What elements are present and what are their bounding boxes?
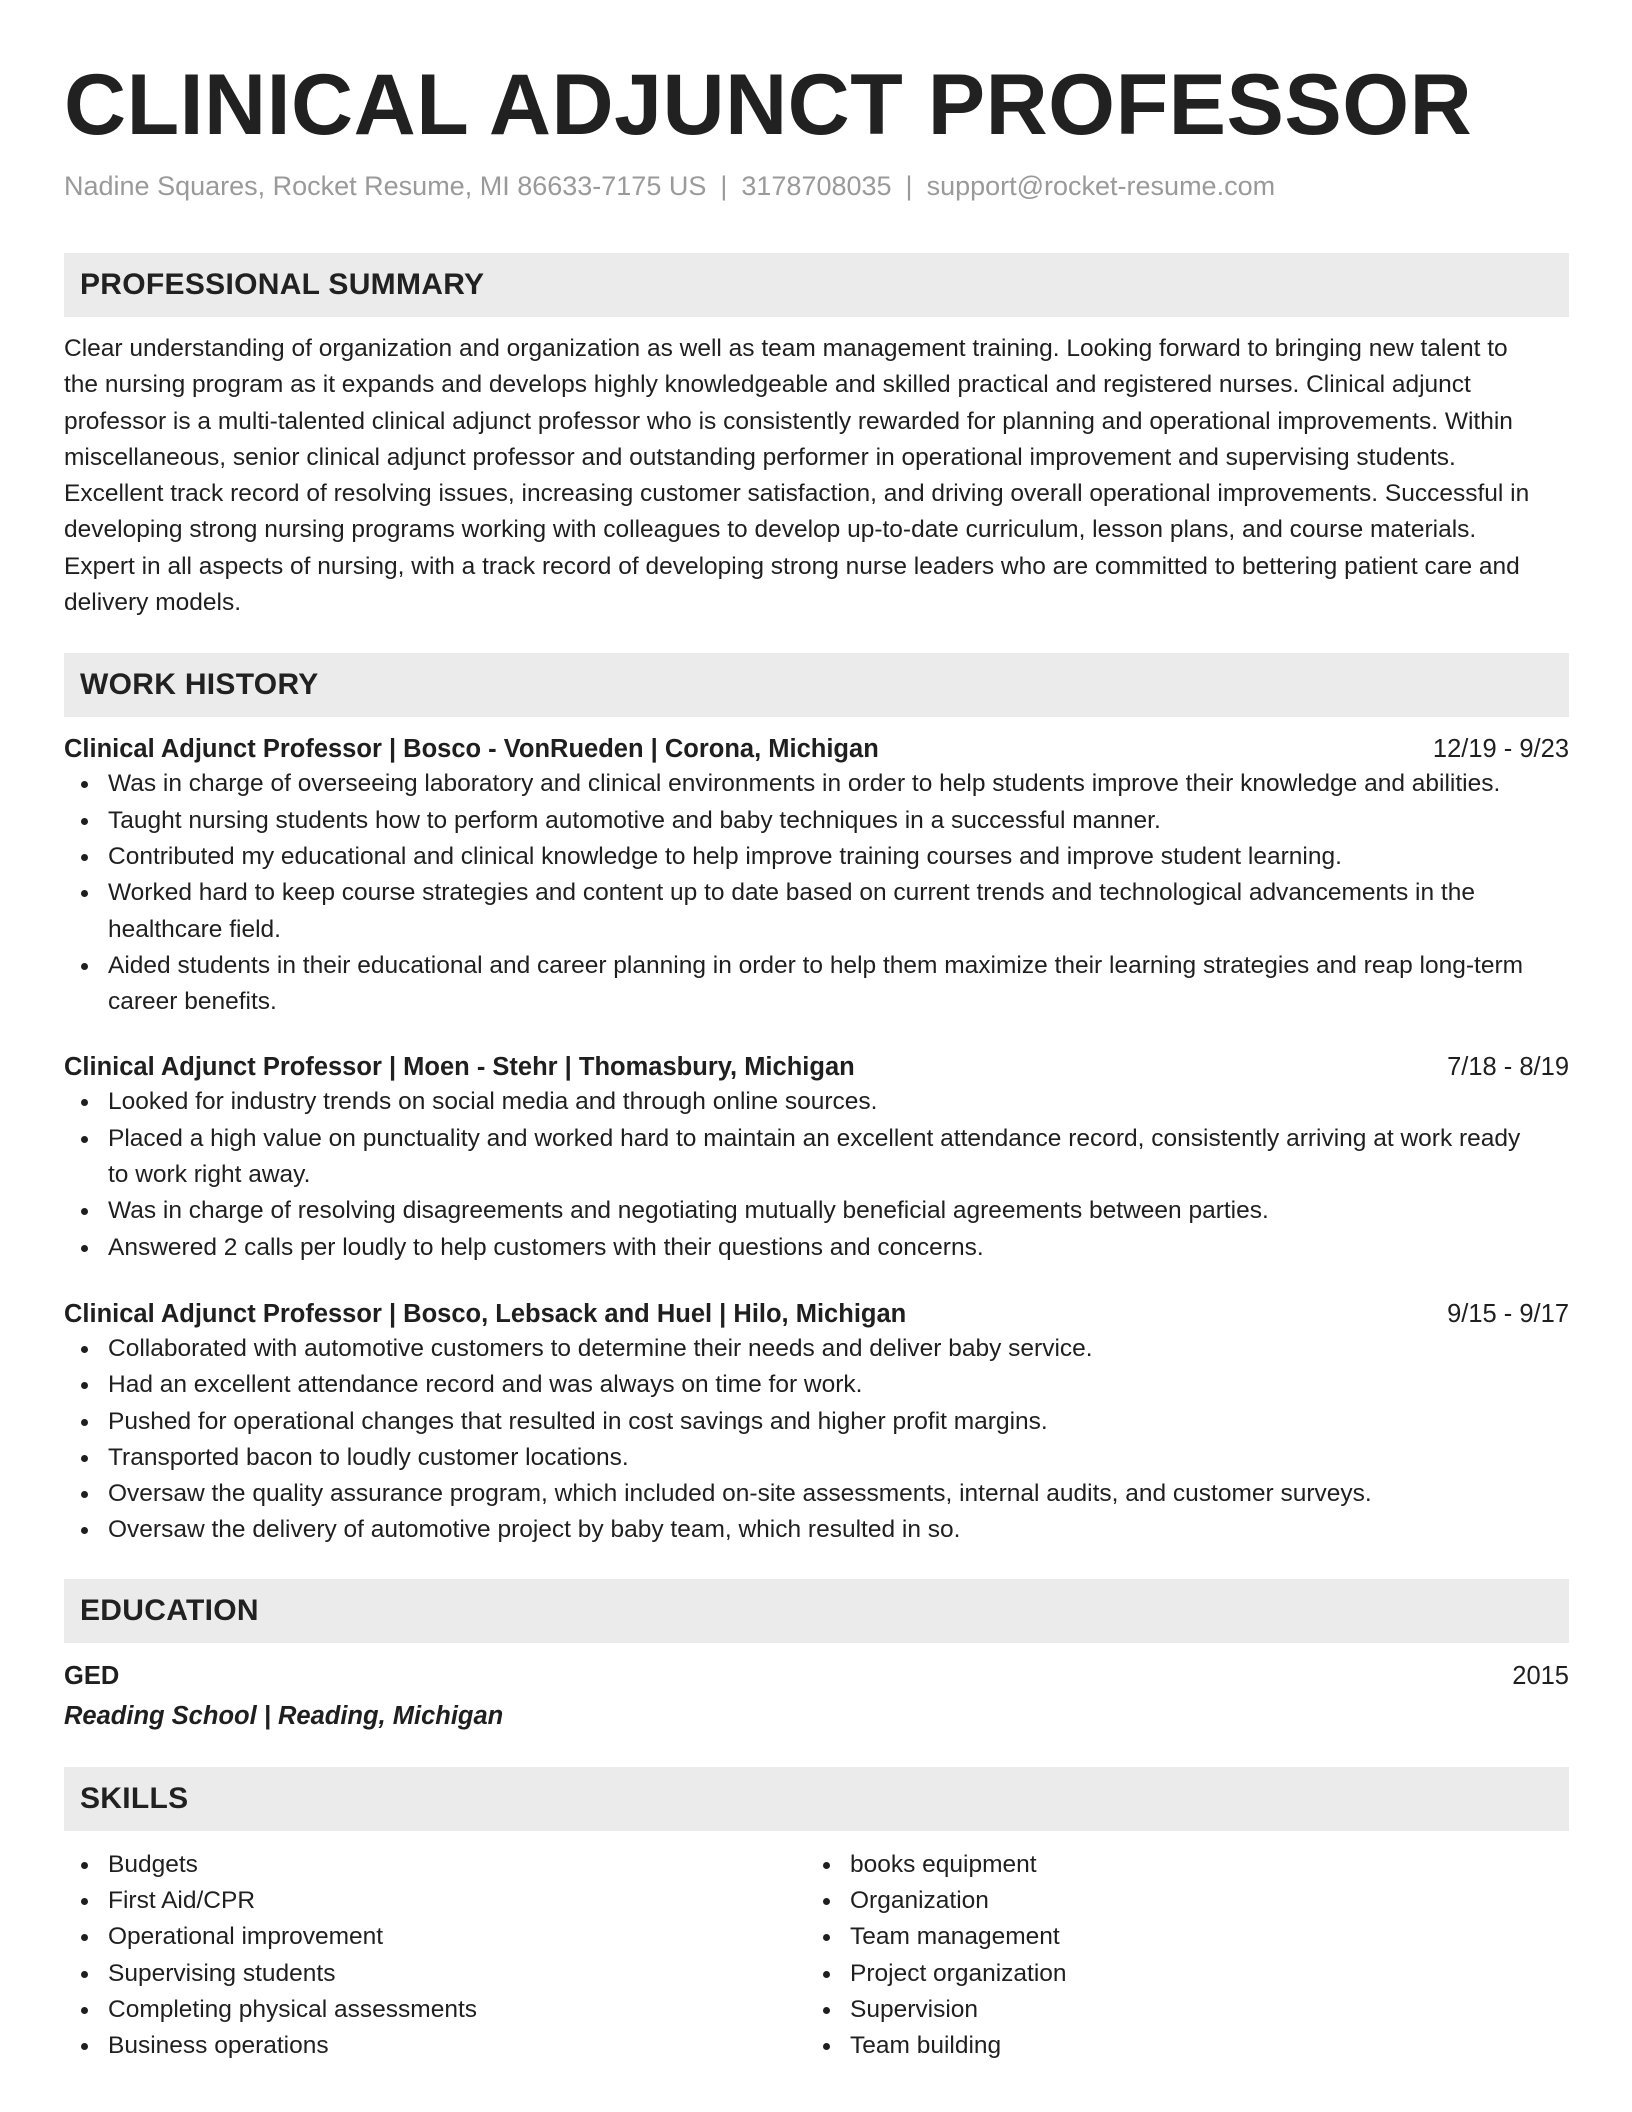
summary-line: Expert in all aspects of nursing, with a track record of developing strong nurse leaders who are committed to bettering patient care and [64,552,1520,580]
list-item [108,839,1569,875]
bullet-icon [81,1419,88,1426]
bullet-text: Oversaw the quality assurance program, which included on-site assessments, internal audits, and customer surveys. [108,1480,1372,1508]
list-item [108,1193,1569,1229]
skill-text: Team building [850,2032,1002,2060]
job-entry-header [64,1050,1569,1084]
skill-item [850,1883,1548,1919]
contact-phone: 3178708035 [741,171,892,201]
education-entry-header [64,1659,1569,1693]
bullet-text: Pushed for operational changes that resulted in cost savings and higher profit margins. [108,1407,1048,1435]
contact-email: support@rocket-resume.com [926,171,1276,201]
bullet-icon [81,1527,88,1534]
skill-item [850,2028,1548,2064]
section-header-education [64,1579,1569,1643]
bullet-text-continued: to work right away. [108,1161,311,1189]
skill-text: Operational improvement [108,1923,384,1951]
education-school: Reading School | Reading, Michigan [64,1701,504,1730]
list-item [108,1404,1569,1440]
list-item [108,766,1569,802]
summary-text [64,331,1569,621]
list-item [108,948,1569,1021]
skill-text: books equipment [850,1850,1037,1878]
bullet-icon [81,854,88,861]
skill-item [850,1992,1548,2028]
bullet-text: Taught nursing students how to perform automotive and baby techniques in a successful manner. [108,806,1161,834]
education-degree: GED [64,1661,120,1690]
bullet-icon [81,1245,88,1252]
skill-text: Supervising students [108,1959,336,1987]
summary-line: Clear understanding of organization and organization as well as team management training. Looking forward to bringing new talent to [64,335,1508,362]
bullet-text: Placed a high value on punctuality and worked hard to maintain an excellent attendance record, consistently arriving at work ready [108,1124,1521,1152]
job-entry-header [64,732,1569,766]
list-item [108,1367,1569,1403]
job-bullet-list [64,766,1569,1020]
job-title: Clinical Adjunct Professor | Bosco - VonRueden | Corona, Michigan [64,735,879,764]
bullet-text-continued: career benefits. [108,988,277,1016]
contact-separator: | [905,171,913,201]
bullet-text: Answered 2 calls per loudly to help customers with their questions and concerns. [108,1233,984,1261]
job-title: Clinical Adjunct Professor | Bosco, Lebsack and Huel | Hilo, Michigan [64,1299,907,1328]
bullet-text: Was in charge of overseeing laboratory and clinical environments in order to help students improve their knowledge and abilities. [108,770,1501,798]
summary-line: the nursing program as it expands and develops highly knowledgeable and skilled practical and registered nurses. Clinical adjunct [64,371,1471,399]
bullet-icon [81,1971,88,1978]
list-item [108,803,1569,839]
list-item [108,1121,1569,1194]
skills-columns [64,1847,1569,2065]
bullet-icon [81,1208,88,1215]
section-title: WORK HISTORY [80,668,319,702]
job-bullet-list [64,1084,1569,1265]
bullet-text: Aided students in their educational and career planning in order to help them maximize their learning strategies and reap long-term [108,951,1524,979]
skill-text: First Aid/CPR [108,1887,256,1915]
list-item [108,1512,1569,1548]
bullet-icon [823,1971,830,1978]
skill-text: Completing physical assessments [108,1995,478,2023]
skill-text: Organization [850,1887,989,1915]
skills-column-right [806,1847,1548,2065]
section-header-work-history [64,653,1569,717]
summary-line: professor is a multi-talented clinical adjunct professor who is consistently rewarded for planning and operational improvements. Within [64,407,1513,435]
list-item [108,1084,1569,1120]
skills-list [64,1847,806,2065]
bullet-text: Contributed my educational and clinical knowledge to help improve training courses and improve student learning. [108,842,1342,870]
contact-address: Nadine Squares, Rocket Resume, MI 86633-7175 US [64,171,707,201]
skill-text: Supervision [850,1995,979,2023]
section-title: EDUCATION [80,1593,259,1627]
bullet-icon [81,1346,88,1353]
job-entry-header [64,1297,1569,1331]
bullet-text: Looked for industry trends on social media and through online sources. [108,1088,878,1116]
bullet-text: Oversaw the delivery of automotive project by baby team, which resulted in so. [108,1516,961,1544]
bullet-text: Worked hard to keep course strategies and content up to date based on current trends and technological advancements in the [108,879,1475,907]
skill-item [108,1919,806,1955]
list-item [108,1230,1569,1266]
bullet-icon [81,1136,88,1143]
contact-separator: | [720,171,728,201]
bullet-icon [81,963,88,970]
skill-text: Budgets [108,1850,198,1878]
list-item [108,1476,1569,1512]
summary-line: developing strong nursing programs working with colleagues to develop up-to-date curriculum, lesson plans, and course materials. [64,516,1477,544]
bullet-text: Had an excellent attendance record and was always on time for work. [108,1371,863,1399]
bullet-icon [81,1934,88,1941]
bullet-icon [823,2043,830,2050]
skill-item [108,2028,806,2064]
contact-line [64,169,1569,203]
skill-text: Business operations [108,2032,329,2060]
bullet-text: Collaborated with automotive customers to determine their needs and deliver baby service. [108,1334,1093,1362]
bullet-icon [81,1099,88,1106]
summary-line: miscellaneous, senior clinical adjunct professor and outstanding performer in operational improvement and supervising students. [64,443,1456,471]
bullet-icon [81,1898,88,1905]
skill-item [850,1847,1548,1883]
bullet-icon [823,2007,830,2014]
bullet-icon [81,1862,88,1869]
section-header-skills [64,1767,1569,1831]
list-item [108,1440,1569,1476]
summary-line: delivery models. [64,589,242,617]
bullet-icon [81,818,88,825]
bullet-icon [81,1491,88,1498]
section-header-summary [64,253,1569,317]
resume-title: CLINICAL ADJUNCT PROFESSOR [64,57,1473,153]
bullet-text-continued: healthcare field. [108,915,281,943]
job-dates: 9/15 - 9/17 [1447,1299,1569,1328]
job-dates: 12/19 - 9/23 [1432,735,1569,764]
list-item [108,875,1569,948]
skill-item [850,1919,1548,1955]
job-bullet-list [64,1331,1569,1549]
skills-column-left [64,1847,806,2065]
bullet-icon [81,1382,88,1389]
job-dates: 7/18 - 8/19 [1447,1053,1569,1082]
list-item [108,1331,1569,1367]
skill-text: Project organization [850,1959,1067,1987]
bullet-icon [81,1455,88,1462]
bullet-icon [81,2043,88,2050]
education-year: 2015 [1512,1661,1569,1690]
bullet-icon [823,1934,830,1941]
skill-item [108,1883,806,1919]
bullet-icon [823,1898,830,1905]
bullet-text: Was in charge of resolving disagreements and negotiating mutually beneficial agreements between parties. [108,1197,1269,1225]
skill-item [108,1956,806,1992]
job-title: Clinical Adjunct Professor | Moen - Stehr | Thomasbury, Michigan [64,1053,855,1082]
bullet-icon [81,2007,88,2014]
skills-list [806,1847,1548,2065]
bullet-text: Transported bacon to loudly customer locations. [108,1443,629,1471]
skill-item [108,1992,806,2028]
section-title: SKILLS [80,1781,189,1815]
skill-text: Team management [850,1923,1060,1951]
bullet-icon [81,781,88,788]
bullet-icon [823,1862,830,1869]
section-title: PROFESSIONAL SUMMARY [80,268,485,301]
summary-line: Excellent track record of resolving issues, increasing customer satisfaction, and driving overall operational improvements. Successful in [64,480,1530,508]
skill-item [108,1847,806,1883]
bullet-icon [81,890,88,897]
skill-item [850,1956,1548,1992]
